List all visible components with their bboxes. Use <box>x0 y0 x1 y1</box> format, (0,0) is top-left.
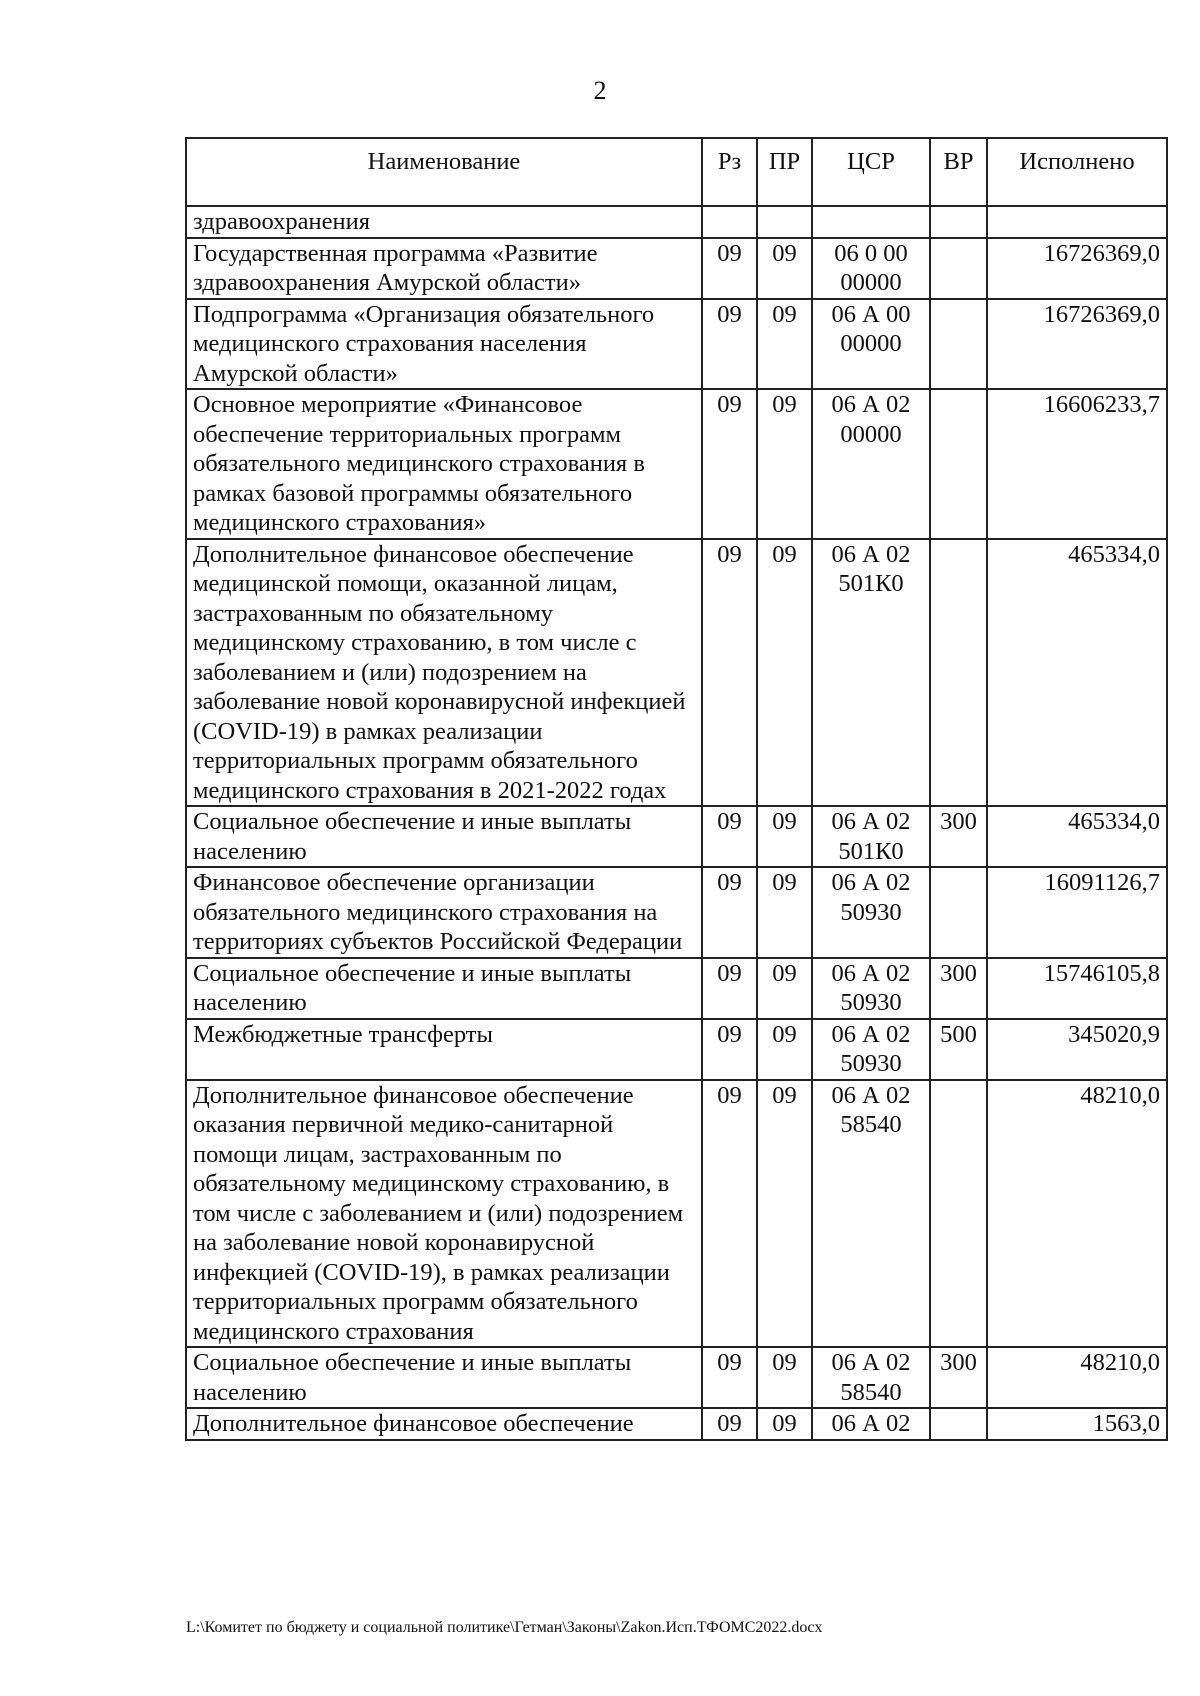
table-row <box>186 958 1167 1019</box>
cell-rz: 09 <box>702 958 757 1019</box>
cell-rz: 09 <box>702 389 757 539</box>
cell-done <box>987 206 1167 238</box>
table-row <box>186 299 1167 390</box>
cell-rz: 09 <box>702 299 757 390</box>
cell-done: 16726369,0 <box>987 299 1167 390</box>
cell-vr <box>930 389 987 539</box>
header-vr: ВР <box>930 138 987 206</box>
cell-name: Дополнительное финансовое обеспечение медицинской помощи, оказанной лицам, застрахованным по обязательному медицинскому страхованию, в том числе с заболеванием и (или) подозрением на заболевание новой коронавирусной инфекцией (COVID-19) в рамках реализации территориальных программ обязательного медицинского страхования в 2021-2022 годах <box>186 539 702 807</box>
cell-rz: 09 <box>702 1347 757 1408</box>
table-row <box>186 1408 1167 1440</box>
cell-pr: 09 <box>757 238 812 299</box>
cell-rz: 09 <box>702 238 757 299</box>
page-number: 2 <box>593 76 607 105</box>
cell-csr: 06 А 02 00000 <box>812 389 930 539</box>
cell-csr <box>812 206 930 238</box>
cell-rz: 09 <box>702 1080 757 1348</box>
cell-done: 16726369,0 <box>987 238 1167 299</box>
cell-name: Финансовое обеспечение организации обязательного медицинского страхования на территориях субъектов Российской Федерации <box>186 867 702 958</box>
cell-pr: 09 <box>757 539 812 807</box>
cell-csr: 06 А 02 50930 <box>812 1019 930 1080</box>
cell-done: 465334,0 <box>987 806 1167 867</box>
table-header-row <box>186 138 1167 206</box>
cell-pr <box>757 206 812 238</box>
header-csr: ЦСР <box>812 138 930 206</box>
table-row <box>186 238 1167 299</box>
cell-name: Основное мероприятие «Финансовое обеспечение территориальных программ обязательного медицинского страхования в рамках базовой программы обязательного медицинского страхования» <box>186 389 702 539</box>
cell-pr: 09 <box>757 1019 812 1080</box>
cell-pr: 09 <box>757 299 812 390</box>
cell-name: Дополнительное финансовое обеспечение оказания первичной медико-санитарной помощи лицам, застрахованным по обязательному медицинскому страхованию, в том числе с заболеванием и (или) подозрением на заболевание новой коронавирусной инфекцией (COVID-19), в рамках реализации территориальных программ обязательного медицинского страхования <box>186 1080 702 1348</box>
cell-name: Межбюджетные трансферты <box>186 1019 702 1080</box>
table-row <box>186 1019 1167 1080</box>
cell-csr: 06 0 00 00000 <box>812 238 930 299</box>
cell-csr: 06 А 00 00000 <box>812 299 930 390</box>
cell-vr: 300 <box>930 806 987 867</box>
cell-vr <box>930 1080 987 1348</box>
table-row <box>186 389 1167 539</box>
cell-done: 1563,0 <box>987 1408 1167 1440</box>
cell-pr: 09 <box>757 867 812 958</box>
cell-pr: 09 <box>757 806 812 867</box>
cell-done: 16606233,7 <box>987 389 1167 539</box>
budget-table <box>185 137 1168 1441</box>
header-name: Наименование <box>186 138 702 206</box>
cell-done: 48210,0 <box>987 1080 1167 1348</box>
cell-name: Социальное обеспечение и иные выплаты населению <box>186 958 702 1019</box>
cell-csr: 06 А 02 50930 <box>812 867 930 958</box>
header-pr: ПР <box>757 138 812 206</box>
cell-pr: 09 <box>757 389 812 539</box>
cell-rz: 09 <box>702 539 757 807</box>
table-row <box>186 206 1167 238</box>
cell-done: 345020,9 <box>987 1019 1167 1080</box>
header-rz: Рз <box>702 138 757 206</box>
cell-pr: 09 <box>757 1080 812 1348</box>
cell-vr <box>930 539 987 807</box>
cell-vr <box>930 867 987 958</box>
cell-name: Государственная программа «Развитие здравоохранения Амурской области» <box>186 238 702 299</box>
cell-rz: 09 <box>702 806 757 867</box>
cell-pr: 09 <box>757 1347 812 1408</box>
cell-pr: 09 <box>757 958 812 1019</box>
cell-vr <box>930 238 987 299</box>
cell-rz: 09 <box>702 867 757 958</box>
cell-vr: 300 <box>930 958 987 1019</box>
cell-rz <box>702 206 757 238</box>
cell-rz: 09 <box>702 1408 757 1440</box>
cell-name: Подпрограмма «Организация обязательного медицинского страхования населения Амурской области» <box>186 299 702 390</box>
cell-name: здравоохранения <box>186 206 702 238</box>
cell-rz: 09 <box>702 1019 757 1080</box>
cell-done: 16091126,7 <box>987 867 1167 958</box>
cell-pr: 09 <box>757 1408 812 1440</box>
cell-csr: 06 А 02 501К0 <box>812 539 930 807</box>
cell-vr: 500 <box>930 1019 987 1080</box>
table-row <box>186 806 1167 867</box>
cell-done: 48210,0 <box>987 1347 1167 1408</box>
table-row <box>186 1347 1167 1408</box>
cell-done: 15746105,8 <box>987 958 1167 1019</box>
cell-csr: 06 А 02 501К0 <box>812 806 930 867</box>
cell-name: Социальное обеспечение и иные выплаты населению <box>186 1347 702 1408</box>
table-row <box>186 539 1167 807</box>
cell-csr: 06 А 02 50930 <box>812 958 930 1019</box>
cell-done: 465334,0 <box>987 539 1167 807</box>
cell-vr: 300 <box>930 1347 987 1408</box>
cell-name: Социальное обеспечение и иные выплаты населению <box>186 806 702 867</box>
table-row <box>186 1080 1167 1348</box>
cell-name: Дополнительное финансовое обеспечение <box>186 1408 702 1440</box>
cell-vr <box>930 299 987 390</box>
cell-csr: 06 А 02 58540 <box>812 1347 930 1408</box>
cell-csr: 06 А 02 58540 <box>812 1080 930 1348</box>
table-row <box>186 867 1167 958</box>
header-done: Исполнено <box>987 138 1167 206</box>
cell-csr: 06 А 02 <box>812 1408 930 1440</box>
footer-file-path: L:\Комитет по бюджету и социальной политике\Гетман\Законы\Zakon.Исп.ТФОМС2022.docx <box>186 1619 823 1636</box>
cell-vr <box>930 1408 987 1440</box>
cell-vr <box>930 206 987 238</box>
